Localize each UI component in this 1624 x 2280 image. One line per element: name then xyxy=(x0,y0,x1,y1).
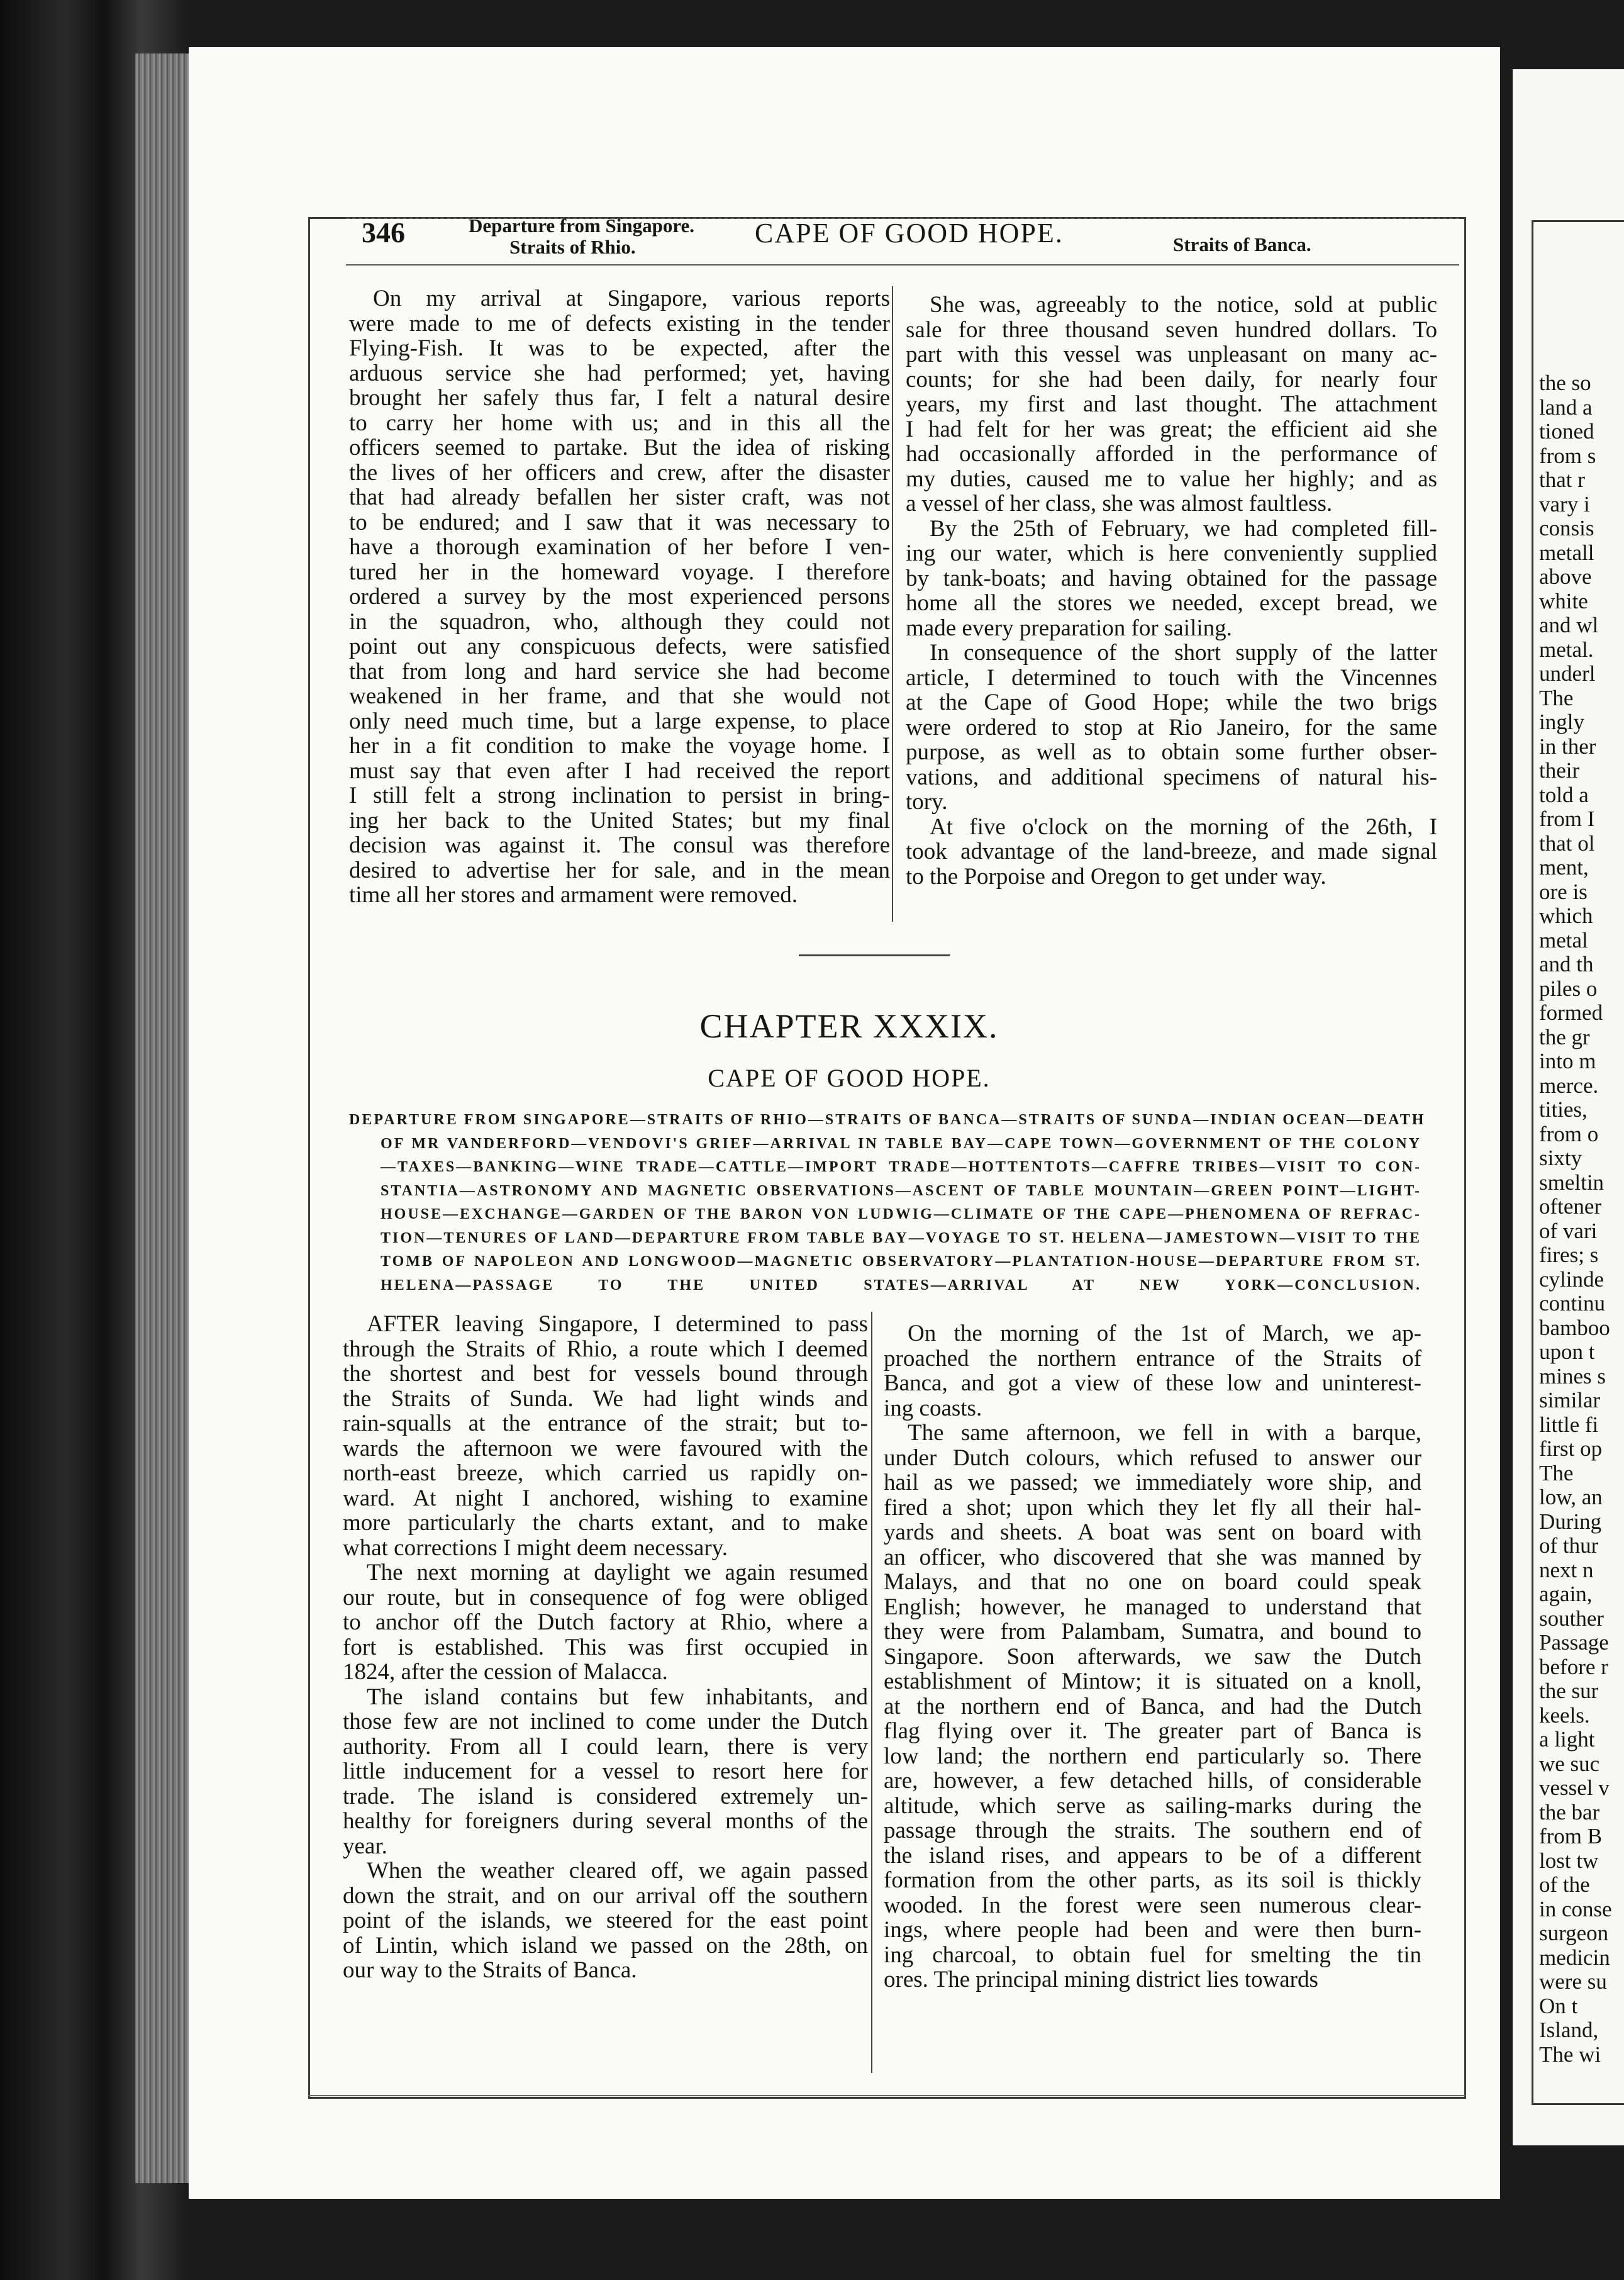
facing-page-line: On t xyxy=(1539,1993,1578,2018)
text-line: tured her in the homeward voyage. I therefore xyxy=(349,559,890,585)
text-line: were made to me of defects existing in the tender xyxy=(349,310,890,337)
facing-page-line: similar xyxy=(1539,1388,1601,1412)
text-line: officers seemed to partake. But the idea of risking xyxy=(349,435,890,461)
text-line: ordered a survey by the most experienced persons xyxy=(349,584,890,610)
text-line: that from long and hard service she had become xyxy=(349,658,890,685)
text-line: desired to advertise her for sale, and in the mean xyxy=(349,857,890,883)
text-line: those few are not inclined to come under the Dutch xyxy=(343,1709,868,1735)
facing-page-line: from B xyxy=(1539,1824,1603,1848)
page-number: 346 xyxy=(362,216,405,249)
text-line: years, my first and last thought. The attachment xyxy=(906,391,1437,417)
text-line: AFTER leaving Singapore, I determined to pass xyxy=(367,1311,868,1337)
facing-page-line: land a xyxy=(1539,394,1593,420)
facing-page-line: Island, xyxy=(1539,2018,1599,2042)
facing-page-text xyxy=(1539,371,1624,2067)
facing-page-line: The xyxy=(1539,1460,1574,1485)
text-line: to anchor off the Dutch factory at Rhio, where a xyxy=(343,1609,868,1635)
text-line: healthy for foreigners during several months of the xyxy=(343,1808,868,1834)
page-bottom-rule xyxy=(308,2095,1465,2096)
text-line: purpose, as well as to obtain some further obser- xyxy=(906,739,1437,765)
facing-page-line: of the xyxy=(1539,1872,1590,1897)
text-line: have a thorough examination of her before I ven- xyxy=(349,534,890,560)
text-line: weakened in her frame, and that she would not xyxy=(349,683,890,709)
facing-page-line: tioned xyxy=(1539,419,1594,444)
text-line: On my arrival at Singapore, various reports xyxy=(373,286,890,311)
text-line: I had felt for her was great; the efficient aid she xyxy=(906,416,1437,442)
text-line: a vessel of her class, she was almost faultless. xyxy=(906,491,1333,517)
text-line: English; however, he managed to understand that xyxy=(884,1594,1421,1620)
text-line: article, I determined to touch with the Vincennes xyxy=(906,664,1437,691)
text-line: establishment of Mintow; it is situated on a knoll, xyxy=(884,1668,1421,1694)
synopsis-line: TION—TENURES OF LAND—DEPARTURE FROM TABLE BAY—VOYAGE TO ST. HELENA—JAMESTOWN—VISIT TO THE xyxy=(381,1229,1421,1246)
facing-page-line: from I xyxy=(1539,807,1595,831)
facing-page-line: vessel v xyxy=(1539,1775,1610,1800)
facing-page-line: their xyxy=(1539,758,1580,783)
text-line: passage through the straits. The southern end of xyxy=(884,1818,1421,1843)
text-line: are, however, a few detached hills, of considerable xyxy=(884,1768,1421,1794)
text-line: down the strait, and on our arrival off the southern xyxy=(343,1882,868,1909)
text-line: her in a fit condition to make the voyage home. I xyxy=(349,733,890,759)
text-line: fort is established. This was first occupied in xyxy=(343,1634,868,1660)
facing-page-line: above xyxy=(1539,564,1592,589)
facing-page-line: little fi xyxy=(1539,1412,1599,1437)
synopsis-line: OF MR VANDERFORD—VENDOVI'S GRIEF—ARRIVAL IN TABLE BAY—CAPE TOWN—GOVERNMENT OF THE COLONY xyxy=(381,1135,1421,1152)
facing-page-line: metall xyxy=(1539,540,1594,565)
text-line: our way to the Straits of Banca. xyxy=(343,1957,637,1983)
text-line: vations, and additional specimens of natural his- xyxy=(906,764,1437,790)
text-line: ings, where people had been and were then burn- xyxy=(884,1917,1421,1943)
facing-page-line: The xyxy=(1539,685,1574,710)
facing-page-line: underl xyxy=(1539,661,1596,686)
text-line: ing coasts. xyxy=(884,1395,982,1421)
text-line: In consequence of the short supply of the latter xyxy=(930,640,1437,666)
facing-page-fragment xyxy=(1513,69,1624,2145)
text-line: time all her stores and armament were removed. xyxy=(349,882,798,908)
facing-page-line: During xyxy=(1539,1509,1602,1534)
facing-page-line: tities, xyxy=(1539,1097,1588,1122)
facing-page-line: low, an xyxy=(1539,1485,1603,1509)
text-line: tory. xyxy=(906,789,948,815)
text-line: to the Porpoise and Oregon to get under way. xyxy=(906,863,1326,890)
text-line: formation from the other parts, as its soil is thickly xyxy=(884,1867,1421,1893)
running-header xyxy=(349,211,1330,261)
text-line: to be endured; and I saw that it was necessary to xyxy=(349,509,890,535)
facing-page-line: metal. xyxy=(1539,637,1594,662)
text-line: altitude, which serve as sailing-marks during the xyxy=(884,1792,1421,1819)
text-line: point of the islands, we steered for the east point xyxy=(343,1908,868,1933)
synopsis-line: —TAXES—BANKING—WINE TRADE—CATTLE—IMPORT TRADE—HOTTENTOTS—CAFFRE TRIBES—VISIT TO CON- xyxy=(381,1159,1421,1175)
text-line: part with this vessel was unpleasant on many ac- xyxy=(906,342,1437,367)
text-line: counts; for she had been daily, for nearly four xyxy=(906,366,1437,393)
text-line: wards the afternoon we were favoured with the xyxy=(343,1435,868,1461)
text-line: On the morning of the 1st of March, we ap- xyxy=(908,1321,1421,1346)
text-line: in the squadron, who, although they could not xyxy=(349,608,890,635)
text-line: took advantage of the land-breeze, and made signal xyxy=(906,839,1437,864)
text-line: ward. At night I anchored, wishing to examine xyxy=(343,1485,868,1511)
text-line: to carry her home with us; and in this all the xyxy=(349,410,890,436)
text-line: must say that even after I had received the report xyxy=(349,757,890,784)
text-line: that had already befallen her sister craft, was not xyxy=(349,484,890,510)
text-line: 1824, after the cession of Malacca. xyxy=(343,1659,668,1685)
section-separator xyxy=(799,954,950,956)
facing-page-line: The wi xyxy=(1539,2042,1601,2067)
text-line: at the northern end of Banca, and had the Dutch xyxy=(884,1693,1421,1719)
text-line: had occasionally afforded in the performance of xyxy=(906,441,1437,467)
facing-page-line: surgeon xyxy=(1539,1921,1609,1945)
text-line: flag flying over it. The greater part of Banca is xyxy=(884,1718,1421,1744)
facing-page-line: mines s xyxy=(1539,1363,1606,1389)
text-line: rain-squalls at the entrance of the strait; but to- xyxy=(343,1411,868,1436)
facing-page-line: the gr xyxy=(1539,1024,1590,1049)
synopsis-line: HOUSE—EXCHANGE—GARDEN OF THE BARON VON LUDWIG—CLIMATE OF THE CAPE—PHENOMENA OF REFRAC- xyxy=(381,1206,1421,1222)
text-line: She was, agreeably to the notice, sold at public xyxy=(930,292,1437,318)
text-line: proached the northern entrance of the Straits of xyxy=(884,1345,1421,1372)
text-line: The next morning at daylight we again resumed xyxy=(367,1560,868,1585)
facing-page-line: the bar xyxy=(1539,1799,1600,1825)
header-right: Straits of Banca. xyxy=(1173,233,1311,255)
facing-page-line: in conse xyxy=(1539,1896,1612,1921)
facing-page-line: a light xyxy=(1539,1727,1595,1752)
facing-page-line: again, xyxy=(1539,1582,1593,1606)
facing-page-line: formed xyxy=(1539,1000,1603,1025)
synopsis-line: TOMB OF NAPOLEON AND LONGWOOD—MAGNETIC OBSERVATORY—PLANTATION-HOUSE—DEPARTURE FROM ST. xyxy=(381,1253,1421,1270)
text-line: the Straits of Sunda. We had light winds and xyxy=(343,1385,868,1412)
text-line: decision was against it. The consul was therefore xyxy=(349,832,890,858)
synopsis-line: DEPARTURE FROM SINGAPORE—STRAITS OF RHIO—STRAITS OF BANCA—STRAITS OF SUNDA—INDIAN OCEAN—DEATH xyxy=(349,1112,1426,1128)
facing-page-line: of vari xyxy=(1539,1218,1598,1243)
text-line: made every preparation for sailing. xyxy=(906,615,1232,641)
running-title: CAPE OF GOOD HOPE. xyxy=(755,218,1064,249)
facing-page-line: the sur xyxy=(1539,1679,1599,1703)
facing-page-line: keels. xyxy=(1539,1702,1590,1728)
text-line: The same afternoon, we fell in with a barque, xyxy=(908,1420,1421,1446)
facing-page-line: we suc xyxy=(1539,1751,1600,1776)
facing-page-line: souther xyxy=(1539,1606,1605,1631)
facing-page-line: the so xyxy=(1539,371,1591,395)
facing-page-line: medicin xyxy=(1539,1945,1610,1970)
text-line: I still felt a strong inclination to persist in bring- xyxy=(349,783,890,808)
text-line: low land; the northern end particularly so. There xyxy=(884,1743,1421,1769)
text-line: By the 25th of February, we had completed fill- xyxy=(930,515,1437,542)
header-rule xyxy=(346,264,1459,265)
text-line: ores. The principal mining district lies towards xyxy=(884,1967,1318,1992)
facing-page-line: in ther xyxy=(1539,734,1596,759)
text-line: Flying-Fish. It was to be expected, after the xyxy=(349,335,890,361)
text-line: north-east breeze, which carried us rapidly on- xyxy=(343,1460,868,1486)
top-right-column xyxy=(906,293,1437,889)
facing-page-line: told a xyxy=(1539,782,1589,807)
text-line: the lives of her officers and crew, after the disaster xyxy=(349,459,890,486)
text-line: little inducement for a vessel to resort here for xyxy=(343,1758,868,1784)
column-divider-top xyxy=(892,286,893,922)
facing-page-line: from s xyxy=(1539,443,1596,468)
chapter-title: CAPE OF GOOD HOPE. xyxy=(708,1064,991,1092)
facing-page-line: cylinde xyxy=(1539,1266,1605,1292)
text-line: what corrections I might deem necessary. xyxy=(343,1534,728,1561)
facing-page-line: before r xyxy=(1539,1654,1608,1679)
facing-page-line: sixty xyxy=(1539,1146,1582,1170)
text-line: point out any conspicuous defects, were satisfied xyxy=(349,634,890,659)
facing-page-line: Passage xyxy=(1539,1630,1609,1655)
text-line: trade. The island is considered extremely un- xyxy=(343,1783,868,1809)
text-line: through the Straits of Rhio, a route which I deemed xyxy=(343,1336,868,1362)
synopsis-line: HELENA—PASSAGE TO THE UNITED STATES—ARRIVAL AT NEW YORK—CONCLUSION. xyxy=(381,1277,1421,1294)
facing-page-line: were su xyxy=(1539,1969,1607,1994)
facing-page-line: white xyxy=(1539,588,1588,613)
synopsis-line: STANTIA—ASTRONOMY AND MAGNETIC OBSERVATIONS—ASCENT OF TABLE MOUNTAIN—GREEN POINT—LIGHT- xyxy=(381,1182,1421,1199)
text-line: At five o'clock on the morning of the 26th, I xyxy=(930,813,1437,840)
facing-page-line: merce. xyxy=(1539,1073,1599,1098)
text-line: authority. From all I could learn, there is very xyxy=(343,1733,868,1760)
facing-page-line: smeltin xyxy=(1539,1170,1605,1195)
text-line: at the Cape of Good Hope; while the two brigs xyxy=(906,690,1437,715)
text-line: the island rises, and appears to be of a different xyxy=(884,1842,1421,1869)
text-line: Singapore. Soon afterwards, we saw the Dutch xyxy=(884,1643,1421,1670)
text-line: an officer, who discovered that she was manned by xyxy=(884,1544,1421,1570)
text-line: our route, but in consequence of fog were obliged xyxy=(343,1584,868,1611)
facing-page-line: ore is xyxy=(1539,879,1588,904)
facing-page-line: next n xyxy=(1539,1557,1594,1582)
text-line: my duties, caused me to value her highly; and as xyxy=(906,466,1437,492)
text-line: When the weather cleared off, we again passed xyxy=(367,1858,868,1884)
bottom-right-column xyxy=(884,1321,1421,1992)
text-line: only need much time, but a large expense, to place xyxy=(349,708,890,734)
facing-page-line: continu xyxy=(1539,1291,1605,1316)
text-line: ing her back to the United States; but my final xyxy=(349,807,890,834)
text-line: arduous service she had performed; yet, having xyxy=(349,360,890,386)
facing-page-line: from o xyxy=(1539,1121,1599,1146)
text-line: fired a shot; upon which they let fly all their hal- xyxy=(884,1494,1421,1521)
text-line: under Dutch colours, which refused to answer our xyxy=(884,1445,1421,1471)
text-line: sale for three thousand seven hundred dollars. To xyxy=(906,316,1437,343)
header-left-line-1: Departure from Singapore. xyxy=(469,215,695,237)
text-line: were ordered to stop at Rio Janeiro, for the same xyxy=(906,714,1437,740)
facing-page-line: into m xyxy=(1539,1049,1596,1073)
facing-page-line: of thur xyxy=(1539,1533,1599,1558)
header-left-line-2: Straits of Rhio. xyxy=(509,236,636,258)
text-line: ing charcoal, to obtain fuel for smelting the tin xyxy=(884,1942,1421,1968)
text-line: Malays, and that no one on board could speak xyxy=(884,1569,1421,1595)
chapter-synopsis xyxy=(349,1109,1426,1297)
facing-page-line: metal xyxy=(1539,927,1588,953)
facing-page-line: and wl xyxy=(1539,613,1599,637)
facing-page-line: ingly xyxy=(1539,710,1584,734)
facing-page-line: that r xyxy=(1539,467,1585,492)
text-line: hail as we passed; we immediately wore ship, and xyxy=(884,1470,1421,1495)
facing-page-line: fires; s xyxy=(1539,1243,1599,1267)
text-line: brought her safely thus far, I felt a natural desire xyxy=(349,385,890,411)
text-line: the shortest and best for vessels bound through xyxy=(343,1361,868,1387)
facing-page-line: oftener xyxy=(1539,1194,1602,1219)
column-divider-bottom xyxy=(871,1312,872,2073)
facing-page-line: bamboo xyxy=(1539,1315,1610,1340)
facing-page-line: and th xyxy=(1539,952,1594,976)
chapter-number: CHAPTER XXXIX. xyxy=(699,1007,999,1045)
facing-page-line: ment, xyxy=(1539,855,1589,880)
text-line: ing our water, which is here conveniently supplied xyxy=(906,540,1437,566)
bottom-left-column xyxy=(343,1312,868,1983)
facing-page-line: vary i xyxy=(1539,491,1590,517)
facing-page-line: first op xyxy=(1539,1436,1603,1461)
text-line: they were from Palambam, Sumatra, and bound to xyxy=(884,1619,1421,1645)
text-line: yards and sheets. A boat was sent on board with xyxy=(884,1519,1421,1545)
text-line: of Lintin, which island we passed on the 28th, on xyxy=(343,1932,868,1959)
facing-page-line: piles o xyxy=(1539,976,1598,1001)
text-line: home all the stores we needed, except bread, we xyxy=(906,590,1437,616)
text-line: The island contains but few inhabitants, and xyxy=(367,1684,868,1710)
text-line: more particularly the charts extant, and to make xyxy=(343,1510,868,1536)
facing-page-line: that ol xyxy=(1539,830,1595,856)
facing-page-line: which xyxy=(1539,903,1593,928)
facing-page-line: upon t xyxy=(1539,1339,1595,1364)
facing-page-line: consis xyxy=(1539,516,1594,540)
facing-page-line: lost tw xyxy=(1539,1848,1599,1873)
text-line: by tank-boats; and having obtained for the passage xyxy=(906,565,1437,591)
text-line: year. xyxy=(343,1833,387,1859)
text-line: Banca, and got a view of these low and uninterest- xyxy=(884,1370,1421,1396)
top-left-column xyxy=(349,286,890,908)
text-line: wooded. In the forest were seen numerous clear- xyxy=(884,1892,1421,1918)
